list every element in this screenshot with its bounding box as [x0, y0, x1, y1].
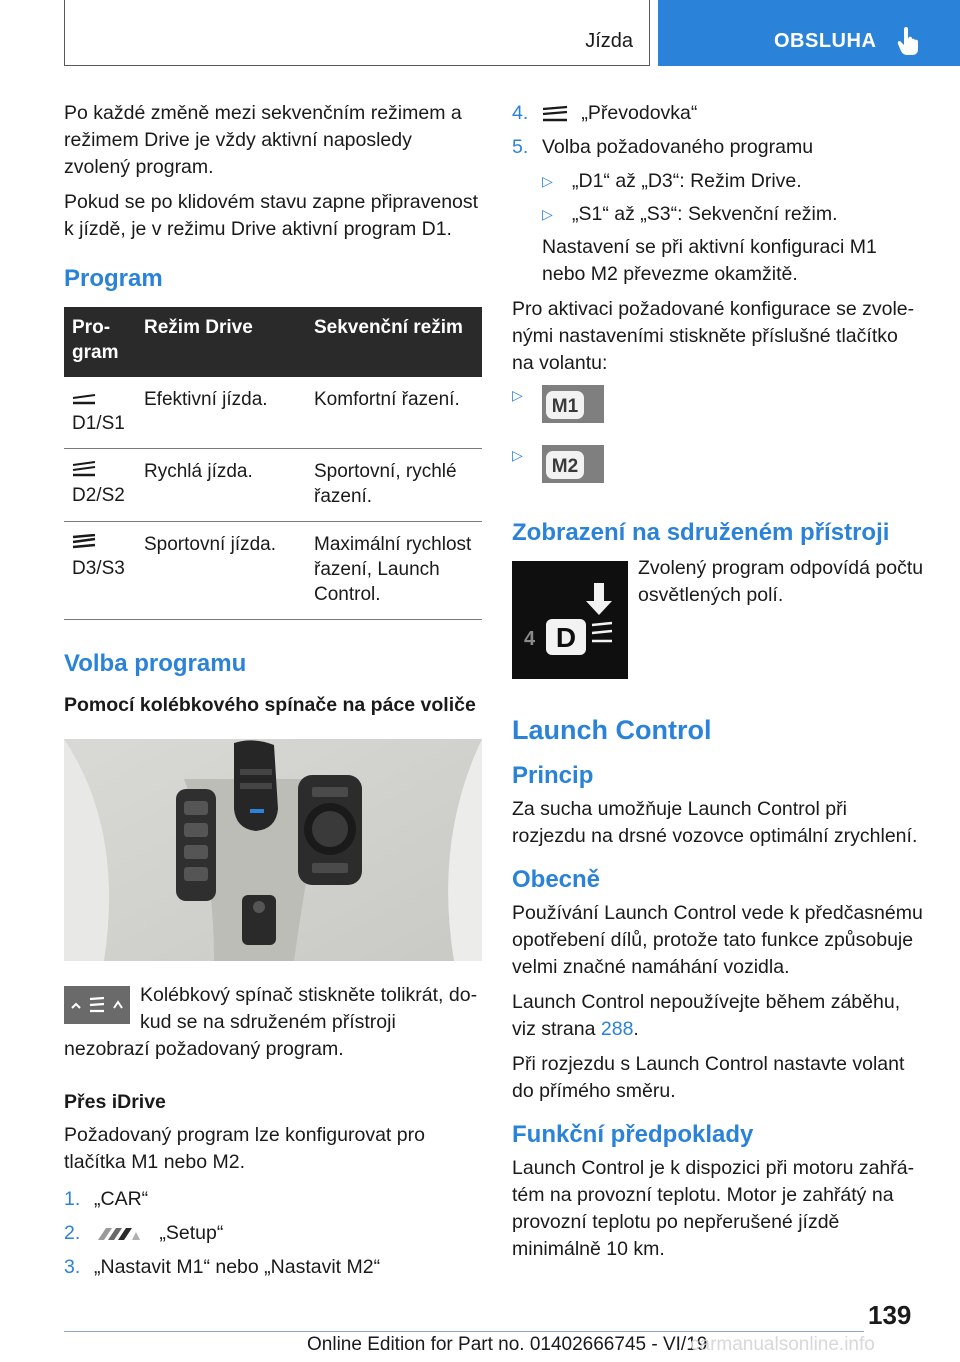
obecne-paragraph-3: Při rozjezdu s Launch Control nastavte volant do přímého směru. [512, 1053, 905, 1102]
program-code: D2/S2 [72, 485, 125, 506]
obecne-p2-end: . [633, 1018, 639, 1040]
m2-button-icon[interactable] [542, 445, 604, 483]
list-item [512, 100, 924, 127]
gearbox-program-icon [542, 105, 568, 123]
activate-text: Pro aktivaci požadované konfigurace se zvolenými nastaveními stiskněte příslušné tlačítko na volantu: [512, 298, 915, 374]
right-column [512, 100, 924, 1271]
m1-button-row [512, 385, 924, 441]
program-table [64, 307, 482, 620]
hand-pointer-icon [896, 26, 922, 56]
header-section-box [64, 0, 650, 66]
list-item [542, 201, 924, 228]
step-text: „Nastavit M1“ nebo „Nastavit M2“ [94, 1256, 381, 1278]
table-row [64, 377, 482, 449]
list-item [64, 1186, 482, 1213]
drive-program-2-icon [72, 461, 96, 477]
program-cell [64, 522, 136, 620]
bullet-triangle-icon: ▷ [542, 173, 553, 189]
m2-button-row [512, 445, 924, 501]
list-item [542, 168, 924, 195]
step-number: 2. [64, 1222, 81, 1244]
funkcni-heading: Funkční předpoklady [512, 1121, 754, 1148]
rocker-subheading: Pomocí kolébkového spínače na páce voliče [64, 694, 476, 716]
rocker-switch-icon [64, 986, 130, 1024]
step-text: „Převodovka“ [581, 102, 698, 124]
table-header-drive: Režim Drive [136, 307, 306, 377]
drive-program-1-icon [72, 389, 96, 405]
cluster-text: Zvolený program odpovídá počtu osvětlených polí. [638, 557, 924, 606]
bullet-text: „S1“ až „S3“: Sekvenční režim. [572, 203, 838, 225]
step-number: 5. [512, 136, 529, 158]
section-title: Jízda [585, 30, 633, 52]
step-number: 4. [512, 102, 529, 124]
table-row [64, 522, 482, 620]
cluster-block [512, 557, 924, 687]
left-column [64, 100, 482, 1288]
bullet-triangle-icon: ▷ [512, 447, 523, 463]
footer-divider [64, 1331, 864, 1332]
table-header-program: Program [64, 307, 136, 377]
obecne-p2-text: Launch Control nepoužívejte během záběhu, viz strana [512, 991, 901, 1040]
obecne-paragraph-2 [512, 989, 924, 1043]
step-text: „CAR“ [94, 1188, 149, 1210]
obecne-paragraph-1: Používání Launch Control vede k předčasnému opotřebení dílů, protože tato funkce způsobuje velmi značné namáhání vozidla. [512, 902, 923, 978]
sequential-cell: Komfortní řazení. [306, 377, 482, 449]
drive-cell: Rychlá jízda. [136, 449, 306, 522]
princip-heading: Princip [512, 762, 594, 789]
m1-button-icon[interactable] [542, 385, 604, 423]
page-number: 139 [868, 1300, 912, 1330]
chapter-tab-label: OBSLUHA [774, 30, 877, 52]
footer-edition: Online Edition for Part no. 01402666745 - VI/19 [307, 1334, 708, 1355]
drive-program-3-icon [72, 534, 96, 550]
launch-control-heading: Launch Control [512, 715, 712, 745]
bullet-triangle-icon: ▷ [542, 206, 553, 222]
funkcni-text: Launch Control je k dispozici při motoru zahřátém na provozní teplotu. Motor je zahřátý na provozní teplotu po nepřerušené jízdě minimálně 10 km. [512, 1157, 915, 1260]
program-heading: Program [64, 265, 163, 292]
watermark: carmanualsonline.info [690, 1334, 875, 1355]
intro-paragraph-2: Pokud se po klidovém stavu zapne připravenost k jízdě, je v režimu Drive aktivní program D1. [64, 191, 479, 240]
list-item [512, 134, 924, 161]
intro-paragraph-1: Po každé změně mezi sekvenčním režimem a režimem Drive je vždy aktivní naposledy zvolený program. [64, 102, 462, 178]
rocker-text: Kolébkový spínač stiskněte tolikrát, dokud se na sdruženém přístroji nezobrazí požadovaný program. [64, 984, 478, 1060]
instrument-cluster-d-icon [512, 561, 628, 679]
cluster-heading: Zobrazení na sdruženém přístroji [512, 519, 890, 546]
idrive-steps-continued [512, 100, 924, 161]
m-letter: M1 [551, 396, 579, 417]
program-cell [64, 377, 136, 449]
svg-text:4: 4 [524, 628, 536, 650]
idrive-subheading: Přes iDrive [64, 1091, 166, 1113]
program-sub-bullets [542, 168, 924, 228]
table-row [64, 449, 482, 522]
sequential-cell: Sportovní, rychlé řazení. [306, 449, 482, 522]
center-console-photo [64, 739, 482, 961]
m-stripes-icon [94, 1226, 146, 1242]
table-header-sequential: Sekvenční režim [306, 307, 482, 377]
idrive-steps [64, 1186, 482, 1281]
config-note: Nastavení se při aktivní konfiguraci M1 nebo M2 převezme okamžitě. [542, 236, 877, 285]
page-reference-link[interactable]: 288 [600, 1018, 634, 1040]
program-code: D1/S1 [72, 413, 125, 434]
sequential-cell: Maximální rychlost řazení, Launch Control. [306, 522, 482, 620]
volba-heading: Volba programu [64, 650, 247, 677]
program-cell [64, 449, 136, 522]
svg-text:D: D [555, 622, 577, 653]
rocker-instruction [64, 982, 482, 1063]
chapter-tab[interactable] [658, 0, 960, 66]
princip-text: Za sucha umožňuje Launch Control při rozjezdu na drsné vozovce optimální zrychlení. [512, 798, 918, 847]
list-item [64, 1254, 482, 1281]
drive-cell: Sportovní jízda. [136, 522, 306, 620]
program-code: D3/S3 [72, 558, 125, 579]
bullet-triangle-icon: ▷ [512, 387, 523, 403]
step-number: 3. [64, 1256, 81, 1278]
step-text: „Setup“ [159, 1222, 224, 1244]
idrive-text: Požadovaný program lze konfigurovat pro tlačítka M1 nebo M2. [64, 1124, 425, 1173]
list-item [64, 1220, 482, 1247]
step-text: Volba požadovaného programu [542, 136, 814, 158]
step-number: 1. [64, 1188, 81, 1210]
obecne-heading: Obecně [512, 866, 601, 893]
m-letter: M2 [551, 456, 579, 477]
bullet-text: „D1“ až „D3“: Režim Drive. [572, 170, 802, 192]
drive-cell: Efektivní jízda. [136, 377, 306, 449]
